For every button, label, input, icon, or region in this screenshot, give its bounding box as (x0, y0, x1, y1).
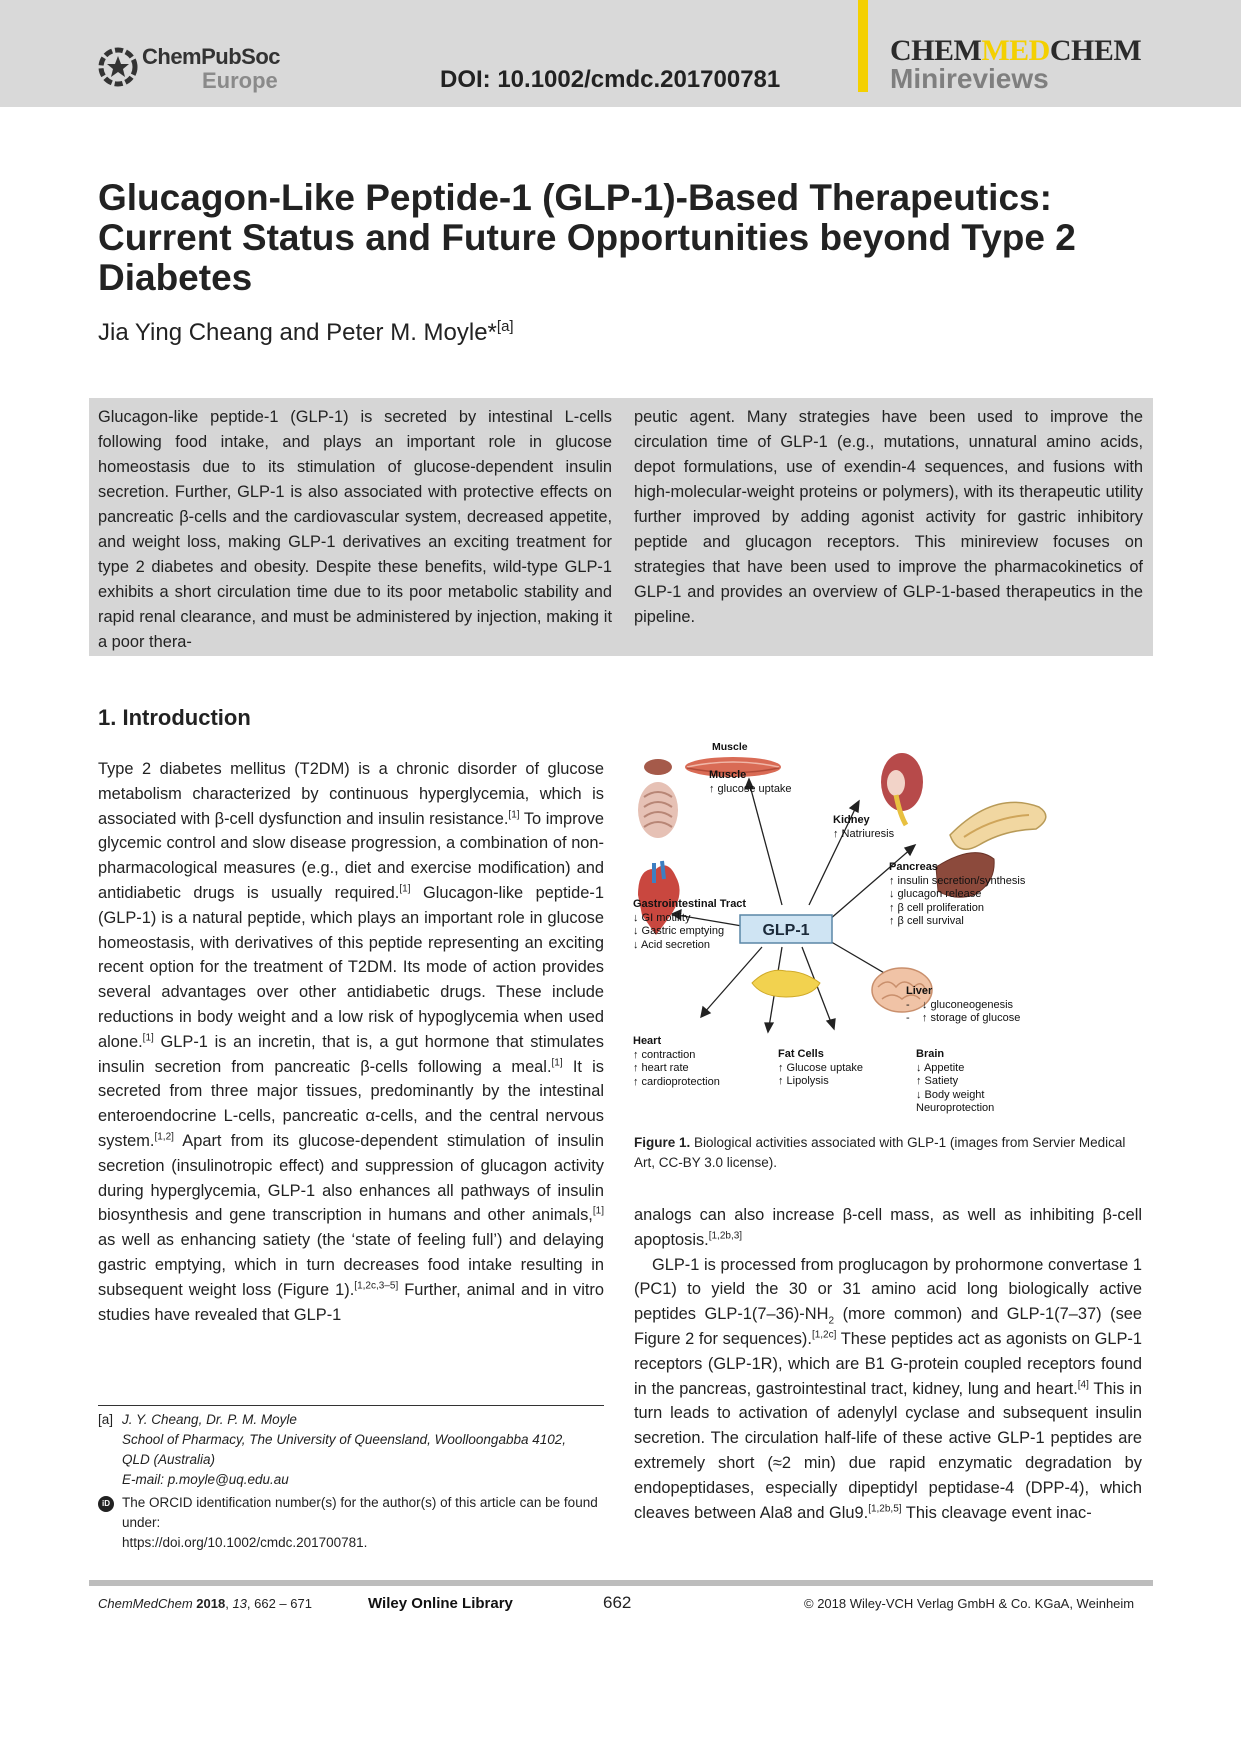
chempubsoc-logo-icon (98, 47, 138, 87)
article-type: Minireviews (890, 63, 1049, 94)
citation[interactable]: [1] (399, 883, 411, 895)
figure-1-caption: Figure 1. Biological activities associated with GLP-1 (images from Servier Medical Art, CC-BY 3.0 license). (634, 1135, 1126, 1170)
abstract-left-column: Glucagon-like peptide-1 (GLP-1) is secreted by intestinal L-cells following food intake, and plays an important role in glucose homeostasis due to its stimulation of glucose-dependent insulin secretion. Further, GLP-1 is also associated with protective effects on pancreatic β-cells and the cardiovascular system, decreased appetite, and weight loss, making GLP-1 derivatives an exciting treatment for type 2 diabetes and obesity. Despite these benefits, wild-type GLP-1 exhibits a short circulation time due to its poor metabolic stability and rapid renal clearance, and must be administered by injection, making it a poor thera- (98, 408, 612, 651)
footer-copyright: © 2018 Wiley-VCH Verlag GmbH & Co. KGaA, Weinheim (804, 1596, 1135, 1611)
abstract-box (89, 398, 1153, 656)
figure-1-labels (633, 755, 1142, 1114)
intro-body-right (634, 1203, 1142, 1525)
footnote-label: [a] (98, 1412, 114, 1427)
intro-body-left (98, 757, 604, 1327)
citation[interactable]: [1] (551, 1057, 563, 1069)
journal-accent-bar (858, 0, 868, 92)
fig-heart-text: Heart ↑ contraction ↑ heart rate ↑ cardioprotection (633, 1035, 720, 1088)
orcid-icon: iD (98, 1496, 114, 1512)
intro-paragraph-2: GLP-1 is processed from proglucagon by prohormone convertase 1 (PC1) to yield the 30 or 31 amino acid long biologically active peptides GLP-$1(7-36)-NH_2$ (more common) and GLP-1(7–37) (see Figure 2 for sequences).[1,2c] These peptides act as agonists on GLP-1 receptors (GLP-1R), which are B1 G-protein coupled receptors found in the pancreas, gastrointestinal tract, kidney, lung and heart.[4] This in turn leads to activation of adenylyl cyclase and subsequent insulin secretion. The circulation half-life of these active GLP-1 peptides are extremely short (≈2 min) due rapid enzymatic degradation by endopeptidases, especially dipeptidyl peptidase-4 (DPP-4), which cleaves between Ala8 and Glu9.[1,2b,5] This cleavage event inac- (634, 1255, 1142, 1522)
citation[interactable]: [1,2] (154, 1131, 174, 1143)
fig-liver-text: Liver - ↓ gluconeogenesis - ↑ storage of glucose (906, 985, 1021, 1024)
label-muscle: Muscle (712, 741, 748, 753)
author-list: Jia Ying Cheang and Peter M. Moyle*[a] (98, 318, 514, 346)
fig-pancreas-text: Pancreas ↑ insulin secretion/synthesis ↓ glucagon release ↑ β cell proliferation ↑ β cell survival (889, 861, 1026, 927)
page-number: 662 (603, 1593, 632, 1612)
footnote-authors: J. Y. Cheang, Dr. P. M. Moyle (122, 1412, 297, 1427)
intro-paragraph-1-cont: analogs can also increase β-cell mass, as well as inhibiting β-cell apoptosis.[1,2b,3] (634, 1206, 1142, 1249)
journal-name: CHEMMEDCHEM (890, 34, 1142, 67)
publisher-name: ChemPubSoc (142, 44, 281, 69)
chempubsoc-logo (98, 44, 298, 94)
citation[interactable]: [1] (142, 1032, 154, 1044)
orcid-text: The ORCID identification number(s) for the author(s) of this article can be found under: (122, 1495, 598, 1530)
fig-muscle-text: Muscle ↑ glucose uptake (709, 769, 792, 795)
footer-citation: ChemMedChem 2018, 13, 662 – 671 (98, 1596, 312, 1611)
section-heading-introduction: 1. Introduction (98, 705, 251, 730)
footnote-address-1: School of Pharmacy, The University of Queensland, Woolloongabba 4102, (122, 1432, 567, 1447)
fig-gi-text: Gastrointestinal Tract ↓ GI motility ↓ Gastric emptying ↓ Acid secretion (633, 898, 747, 951)
citation[interactable]: [1] (592, 1205, 604, 1217)
article-title: Glucagon-Like Peptide-1 (GLP-1)-Based Therapeutics: Current Status and Future Opportunities beyond Type 2 Diabetes (98, 177, 1076, 298)
abstract-right-column: peutic agent. Many strategies have been used to improve the circulation time of GLP-1 (e.g., mutations, unnatural amino acids, depot formulations, use of exendin-4 sequences, and fusions with high-molecular-weight proteins or polymers), with its therapeutic utility further improved by adding agonist activity for gastric inhibitory peptide and glucagon receptors. This minireview focuses on strategies that have been used to improve the pharmacokinetics of GLP-1 and provides an overview of GLP-1-based therapeutics in the pipeline. (634, 408, 1143, 626)
footnote-address-2: QLD (Australia) (122, 1452, 216, 1467)
footnote-rule (98, 1405, 604, 1406)
citation[interactable]: [1,2c,3–5] (354, 1280, 399, 1292)
citation[interactable]: [1,2c] (811, 1329, 837, 1341)
glp1-center-label: GLP-1 (762, 922, 810, 939)
publisher-region: Europe (202, 68, 278, 93)
citation[interactable]: [1,2b,3] (708, 1230, 743, 1242)
orcid-url[interactable]: https://doi.org/10.1002/cmdc.201700781. (122, 1535, 368, 1550)
doi-link[interactable]: DOI: 10.1002/cmdc.201700781 (440, 66, 781, 93)
footer-rule (89, 1580, 1153, 1586)
fig-brain-text: Brain ↓ Appetite ↑ Satiety ↓ Body weight Neuroprotection (916, 1048, 995, 1114)
fig-fat-text: Fat Cells ↑ Glucose uptake ↑ Lipolysis (778, 1048, 863, 1087)
citation[interactable]: [4] (1077, 1379, 1089, 1391)
citation[interactable]: [1,2b,5] (868, 1503, 902, 1515)
footnote-email[interactable]: E-mail: p.moyle@uq.edu.au (122, 1472, 289, 1487)
intro-paragraph-1: Type 2 diabetes mellitus (T2DM) is a chronic disorder of glucose metabolism characterized by continuous hyperglycemia, which is associated with β-cell dysfunction and insulin resistance.[1] To improve glycemic control and slow disease progression, a combination of non-pharmacological measures (e.g., diet and exercise modification) and antidiabetic drugs is usually required.[1] Glucagon-like peptide-1 (GLP-1) is a natural peptide, which plays an important role in glucose homeostasis, with derivatives of this peptide representing an exciting recent option for the treatment of T2DM. Its mode of action provides several advantages over other antidiabetic drugs. These include reductions in body weight and a low risk of hypoglycemia when used alone.[1] GLP-1 is an incretin, that is, a gut hormone that stimulates insulin secretion from pancreatic β-cells following a meal.[1] It is secreted from three major tissues, predominantly by the intestinal enteroendocrine L-cells, pancreatic α-cells, and the central nervous system.[1,2] Apart from its glucose-dependent stimulation of insulin secretion (insulinotropic effect) and suppression of glucagon activity during hyperglycemia, GLP-1 also enhances all pathways of insulin biosynthesis and gene transcription in humans and other animals,[1] as well as enhancing satiety (the ‘state of feeling full’) and delaying gastric emptying, which in turn decreases food intake resulting in subsequent weight loss (Figure 1).[1,2c,3–5] Further, animal and in vitro studies have revealed that GLP-1 (98, 760, 605, 1324)
fig-kidney-text: Kidney ↑ Natriuresis (833, 814, 895, 840)
citation[interactable]: [1] (508, 809, 520, 821)
footer-library-link[interactable]: Wiley Online Library (368, 1595, 513, 1612)
